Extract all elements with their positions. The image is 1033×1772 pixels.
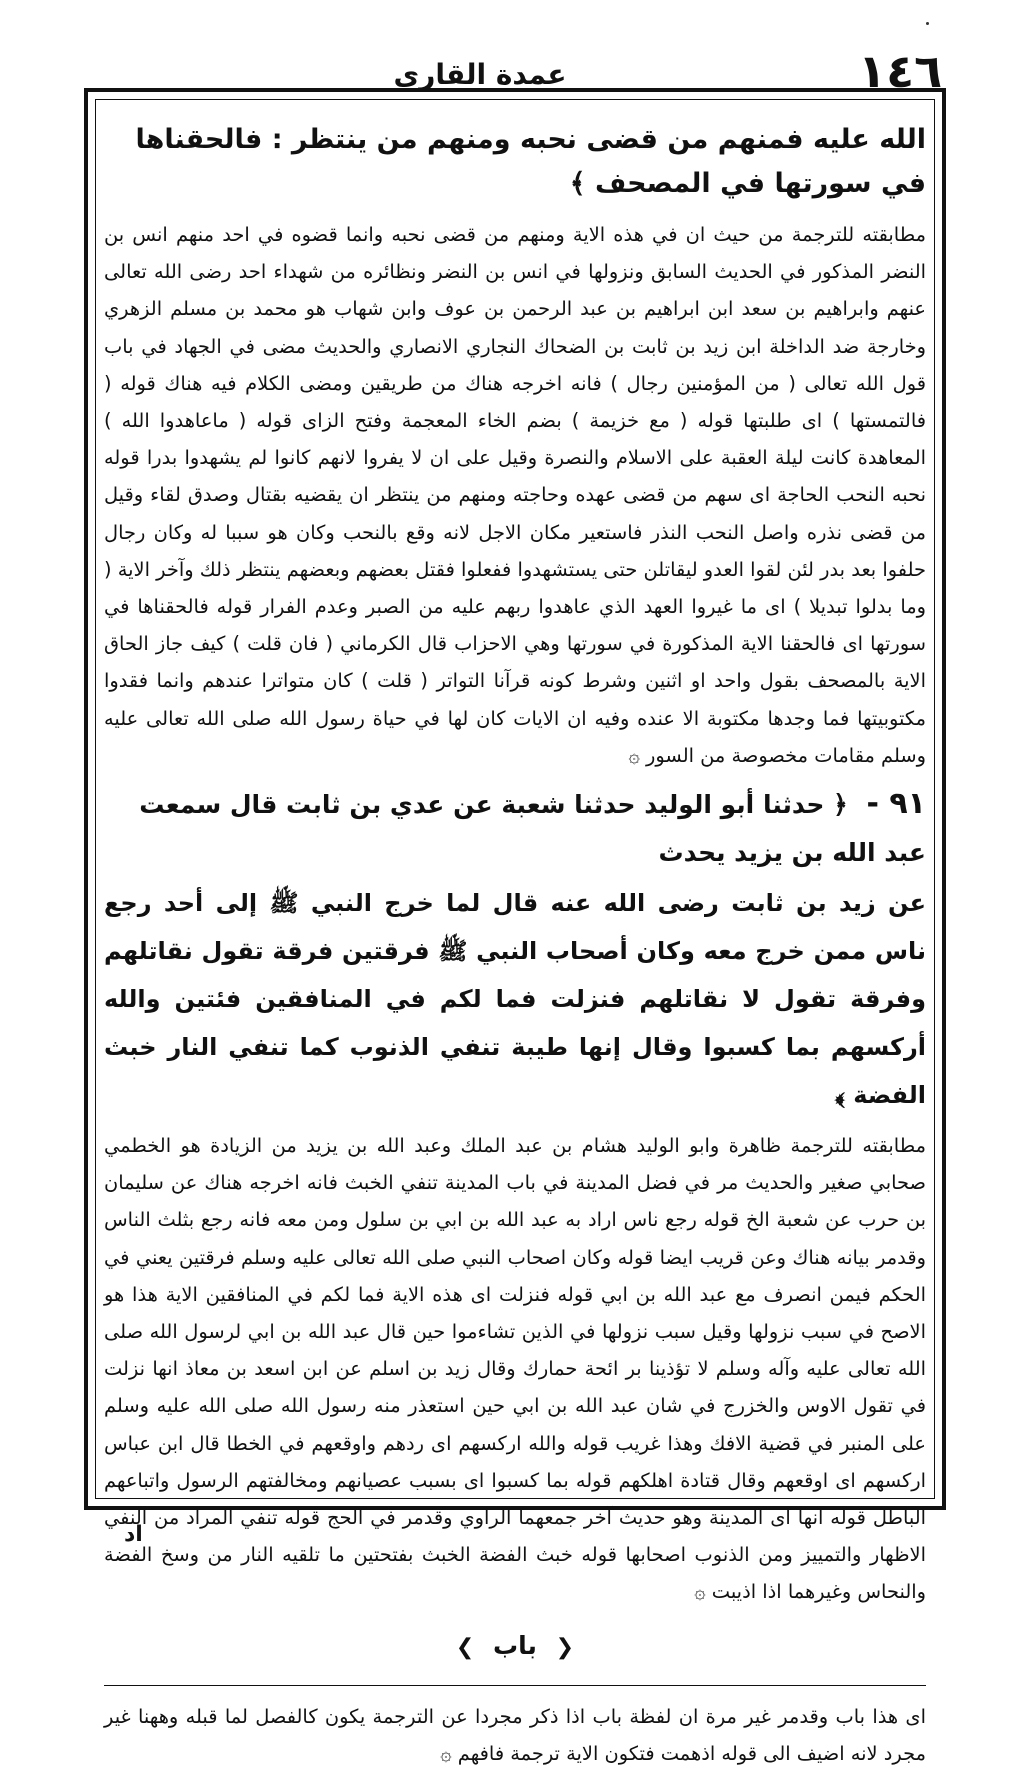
hadith-text: عن زيد بن ثابت رضى الله عنه قال لما خرج النبي ﷺ إلى أحد رجع ناس ممن خرج معه وكان أصحاب النبي ﷺ فرقتين فرقة تقول نقاتلهم وفرقة تقول لا نقاتلهم فنزلت فما لكم في المنافقين فئتين والله أركسهم بما كسبوا وقال إنها طيبة تنفي الذنوب كما تنفي النار خبث الفضة ﴾ — [104, 889, 926, 1110]
quran-verse: الله عليه فمنهم من قضى نحبه ومنهم من ينتظر : فالحقناها في سورتها في المصحف ﴾ — [135, 124, 926, 199]
stray-dot — [926, 22, 929, 25]
ornament-right-icon: ❯ — [455, 1634, 475, 1660]
hadith-heading — [104, 780, 926, 877]
bab-title: باب — [493, 1630, 537, 1660]
hadith-number: ٩١ - — [866, 786, 926, 822]
divider — [104, 1685, 926, 1686]
signature-mark: اد — [124, 1522, 143, 1547]
ornament-left-icon: ❮ — [555, 1634, 575, 1660]
commentary-paragraph-1: مطابقته للترجمة من حيث ان في هذه الاية ومنهم من قضى نحبه وانما قضوه في احد منهم انس بن النضر المذكور في الحديث السابق ونزولها في انس بن النضر ونظائره من شهداء احد رضى الله تعالى عنهم وابراهيم بن سعد ابن ابراهيم بن عبد الرحمن بن عوف وابن شهاب هو محمد بن مسلم الزهري وخارجة ضد الداخلة ابن زيد بن ثابت بن الضحاك النجاري الانصاري والحديث مضى في الجهاد في باب قول الله تعالى ( من المؤمنين رجال ) فانه اخرجه هناك من طريقين ومضى الكلام فيه هناك قوله ( فالتمستها ) اى طلبتها قوله ( مع خزيمة ) بضم الخاء المعجمة وفتح الزاى قوله ( ماعاهدوا الله ) المعاهدة كانت ليلة العقبة على الاسلام والنصرة وقيل على ان لا يفروا لانهم كانوا لم يشهدوا بدرا قوله نحبه النحب الحاجة اى سهم من قضى عهده وحاجته ومنهم من ينتظر ان يقضيه بقتال وصدق لقاء وقيل من قضى نذره واصل النحب النذر فاستعير مكان الاجل لانه وقع بالنحب وكان هو سببا له وكان رجال حلفوا بعد بدر لئن لقوا العدو ليقاتلن حتى يستشهدوا ففعلوا فقتل بعضهم وبعضهم ينتظر ذلك وآخر الاية ( وما بدلوا تبديلا ) اى ما غيروا العهد الذي عاهدوا ربهم عليه من الصبر وعدم الفرار قوله فالحقناها في سورتها اى فالحقنا الاية المذكورة في سورتها وهي الاحزاب قال الكرماني ( فان قلت ) كيف جاز الحاق الاية بالمصحف بقول واحد او اثنين وشرط كونه قرآنا التواتر ( قلت ) كان متواترا عندهم وانما فقدوا مكتوبيتها فما وجدها مكتوبة الا عنده وفيه ان الايات كان لها في حياة رسول الله صلى الله تعالى عليه وسلم مقامات مخصوصة من السور ۞ — [104, 223, 926, 767]
bab-commentary: اى هذا باب وقدمر غير مرة ان لفظة باب اذا ذكر مجردا عن الترجمة يكون كالفصل لما قبله وههنا غير مجرد لانه اضيف الى قوله اذهمت فتكون الاية ترجمة فافهم ۞ — [104, 1704, 926, 1765]
bab-heading — [104, 1629, 926, 1665]
running-title: عمدة القاري — [393, 58, 567, 91]
page-content — [104, 118, 926, 1772]
commentary-paragraph-2: مطابقته للترجمة ظاهرة وابو الوليد هشام بن عبد الملك وعبد الله بن يزيد من الزيادة هو الخطمي صحابي صغير والحديث مر في فضل المدينة في باب المدينة تنفي الخبث فانه اخرجه هناك عن سليمان بن حرب عن شعبة الخ قوله رجع ناس اراد به عبد الله بن ابي بن سلول ومن معه فانه رجع بثلث الناس وقدمر بيانه هناك وعن قريب ايضا قوله وكان اصحاب النبي صلى الله تعالى عليه وسلم فرقتين يعني في الحكم فيمن انصرف مع عبد الله بن ابي قوله فنزلت اى هذه الاية فما لكم في المنافقين الاية هذا هو الاصح في سبب نزولها وقيل سبب نزولها في الذين تشاءموا حين قال عبد الله بن ابي لرسول الله صلى الله تعالى عليه وآله وسلم لا تؤذينا بر ائحة حمارك وقال زيد بن اسلم عن ابن اسعد بن معاذ انها نزلت في تقول الاوس والخزرج في شان عبد الله بن ابي حين استعذر منه رسول الله صلى الله عليه وسلم على المنبر في قضية الافك وهذا غريب قوله والله اركسهم اى ردهم واوقعهم في الخطا قال ابن عباس اركسهم اى اوقعهم وقال قتادة اهلكهم قوله بما كسبوا اى بسبب عصيانهم ومخالفتهم الرسول واتباعهم الباطل قوله انها اى المدينة وهو حديث آخر جمعهما الراوي وقدمر في الحج قوله تنفي المراد من النفي الاظهار والتمييز ومن الذنوب اصحابها قوله خبث الفضة الخبث بفتحتين ما تلقيه النار من وسخ الفضة والنحاس وغيرهما اذا اذيبت ۞ — [104, 1134, 926, 1604]
page-number: ١٤٦ — [858, 44, 943, 98]
hadith-chain: ﴿ حدثنا أبو الوليد حدثنا شعبة عن عدي بن ثابت قال سمعت عبد الله بن يزيد يحدث — [139, 790, 926, 868]
